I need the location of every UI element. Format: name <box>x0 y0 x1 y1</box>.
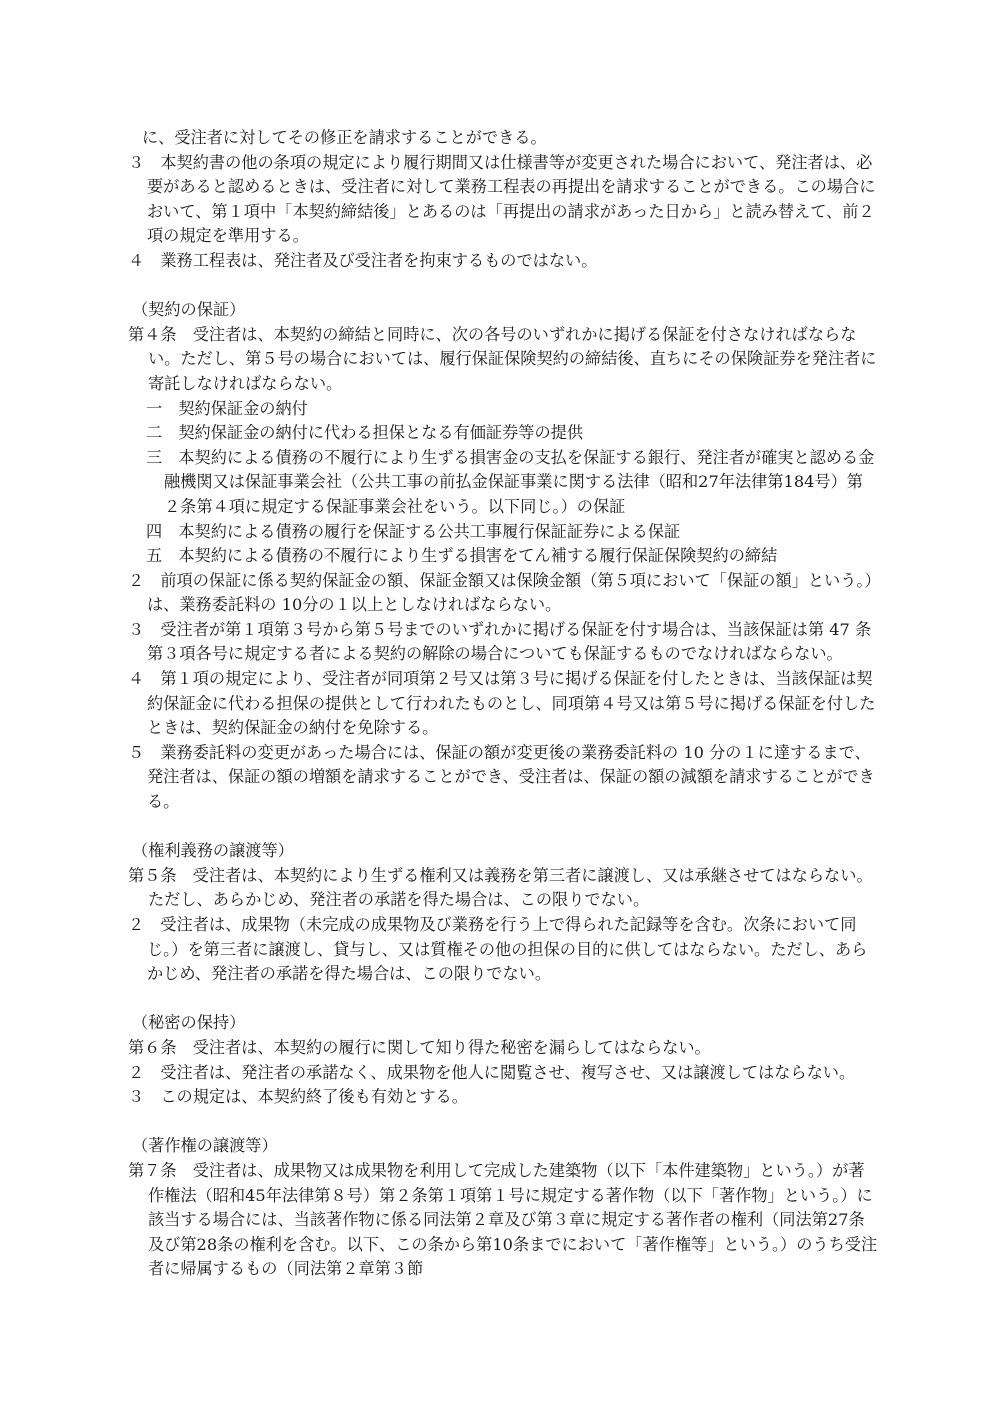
article-4-paragraph-4: ４ 第１項の規定により、受注者が同項第２号又は第３号に掲げる保証を付したときは、当該保証は契約保証金に代わる担保の提供として行われたものとし、同項第４号又は第５号に掲げる保証を付したときは、契約保証金の納付を免除する。 <box>128 669 876 738</box>
article-4-caption: （契約の保証） <box>132 300 246 320</box>
article-4-paragraph-3: ３ 受注者が第１項第３号から第５号までのいずれかに掲げる保証を付す場合は、当該保証は第 47 条第３項各号に規定する者による契約の解除の場合についても保証するものでなければならない。 <box>128 619 872 664</box>
article-5-caption: （権利義務の譲渡等） <box>132 841 294 861</box>
clause-3-paragraph-3: ３ 本契約書の他の条項の規定により履行期間又は仕様書等が変更された場合において、発注者は、必要があると認めるときは、受注者に対して業務工程表の再提出を請求することができる。この場合において、第１項中「本契約締結後」とあるのは「再提出の請求があった日から」と読み替えて、前２項の規定を準用する。 <box>128 152 876 246</box>
article-4-paragraph-5: ５ 業務委託料の変更があった場合には、保証の額が変更後の業務委託料の 10 分の１に達するまで、発注者は、保証の額の増額を請求することができ、受注者は、保証の額の減額を請求することができる。 <box>128 742 875 812</box>
article-5-body: 第５条 受注者は、本契約により生ずる権利又は義務を第三者に譲渡し、又は承継させてはならない。ただし、あらかじめ、発注者の承諾を得た場合は、この限りでない。 <box>128 865 873 910</box>
article-7-body: 第７条 受注者は、成果物又は成果物を利用して完成した建築物（以下「本件建築物」という。）が著作権法（昭和45年法律第８号）第２条第１項第１号に規定する著作物（以下「著作物」という。）に該当する場合には、当該著作物に係る同法第２章及び第３章に規定する著作者の権利（同法第27条及び第28条の権利を含む。以下、この条から第10条までにおいて「著作権等」という。）のうち受注者に帰属するもの（同法第２章第３節 <box>128 1160 878 1279</box>
article-4-item-5: 五 本契約による債務の不履行により生ずる損害をてん補する履行保証保険契約の締結 <box>146 546 778 566</box>
article-4-item-4: 四 本契約による債務の履行を保証する公共工事履行保証証券による保証 <box>146 521 681 541</box>
contract-text <box>128 126 878 1282</box>
article-4-item-3: 三 本契約による債務の不履行により生ずる損害金の支払を保証する銀行、発注者が確実と認める金融機関又は保証事業会社（公共工事の前払金保証事業に関する法律（昭和27年法律第184号）第２条第４項に規定する保証事業会社をいう。以下同じ。）の保証 <box>146 447 875 516</box>
spacer <box>128 274 878 299</box>
article-4-item-2: 二 契約保証金の納付に代わる担保となる有価証券等の提供 <box>146 423 584 443</box>
article-7-caption: （著作権の譲渡等） <box>132 1136 278 1156</box>
clause-3-paragraph-4: ４ 業務工程表は、発注者及び受注者を拘束するものではない。 <box>128 250 598 270</box>
article-6-paragraph-2: ２ 受注者は、発注者の承諾なく、成果物を他人に閲覧させ、複写させ、又は譲渡してはならない。 <box>128 1062 856 1082</box>
spacer <box>128 987 878 1012</box>
article-6-paragraph-3: ３ この規定は、本契約終了後も有効とする。 <box>128 1087 468 1107</box>
spacer <box>128 1110 878 1135</box>
spacer <box>128 815 878 840</box>
article-4-body: 第４条 受注者は、本契約の締結と同時に、次の各号のいずれかに掲げる保証を付さなければならない。ただし、第５号の場合においては、履行保証保険契約の締結後、直ちにその保険証券を発注者に寄託しなければならない。 <box>128 324 877 393</box>
article-4-paragraph-2: ２ 前項の保証に係る契約保証金の額、保証金額又は保険金額（第５項において「保証の額」という。）は、業務委託料の 10分の１以上としなければならない。 <box>128 570 873 615</box>
article-6-body: 第６条 受注者は、本契約の履行に関して知り得た秘密を漏らしてはならない。 <box>128 1037 711 1057</box>
article-6-caption: （秘密の保持） <box>132 1013 246 1033</box>
paragraph-continuation: に、受注者に対してその修正を請求することができる。 <box>142 128 547 147</box>
article-4-item-1: 一 契約保証金の納付 <box>146 398 308 418</box>
article-5-paragraph-2: ２ 受注者は、成果物（未完成の成果物及び業務を行う上で得られた記録等を含む。次条において同じ。）を第三者に譲渡し、貸与し、又は質権その他の担保の目的に供してはならない。ただし、あらかじめ、発注者の承諾を得た場合は、この限りでない。 <box>128 915 868 984</box>
